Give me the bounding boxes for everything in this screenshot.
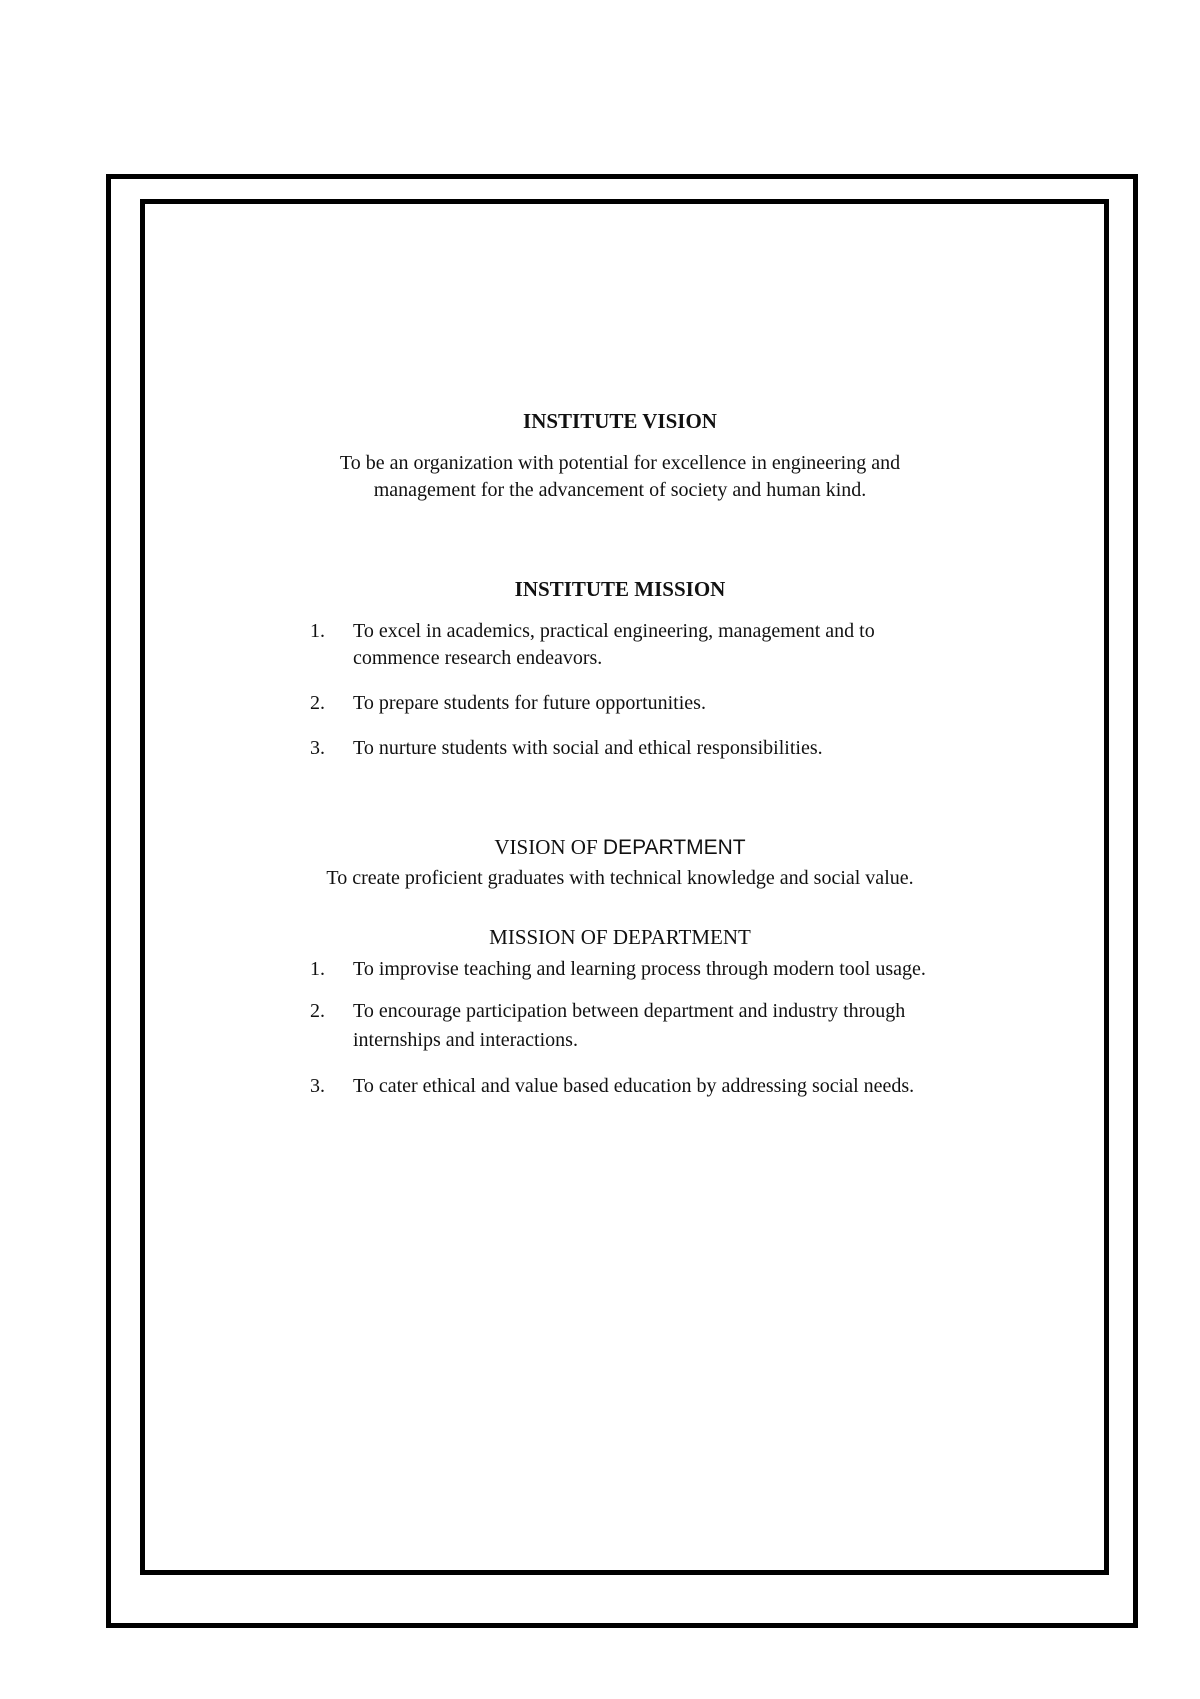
list-item-text: To encourage participation between department and industry through internships and interactions. — [353, 1000, 906, 1051]
list-item — [300, 690, 943, 717]
list-item-number: 1. — [310, 620, 325, 642]
list-item — [300, 954, 943, 985]
list-item-number: 3. — [310, 737, 325, 759]
department-vision-heading-part2: DEPARTMENT — [602, 836, 746, 859]
list-item — [300, 997, 943, 1055]
list-item — [300, 735, 943, 762]
list-item-text: To prepare students for future opportunities. — [353, 692, 706, 714]
list-item-text: To cater ethical and value based education by addressing social needs. — [353, 1075, 915, 1097]
institute-mission-section — [300, 574, 940, 762]
list-item-number: 2. — [310, 692, 325, 714]
list-item-text: To improvise teaching and learning process through modern tool usage. — [353, 958, 926, 980]
list-item-number: 2. — [310, 1000, 325, 1022]
department-vision-section — [300, 832, 940, 892]
institute-mission-list — [300, 618, 940, 762]
institute-vision-text: To be an organization with potential for excellence in engineering and management for the advancement of society and human kind. — [339, 452, 901, 501]
department-mission-heading: MISSION OF DEPARTMENT — [489, 925, 751, 949]
list-item — [300, 1071, 943, 1102]
list-item — [300, 618, 943, 672]
department-mission-section — [300, 922, 940, 1102]
department-vision-text: To create proficient graduates with technical knowledge and social value. — [326, 867, 914, 889]
institute-mission-heading: INSTITUTE MISSION — [514, 577, 726, 601]
institute-vision-heading: INSTITUTE VISION — [523, 409, 717, 433]
department-mission-list — [300, 954, 940, 1102]
institute-vision-section — [300, 406, 940, 504]
list-item-number: 1. — [310, 958, 325, 980]
list-item-text: To nurture students with social and ethical responsibilities. — [353, 737, 823, 759]
list-item-number: 3. — [310, 1075, 325, 1097]
list-item-text: To excel in academics, practical engineering, management and to commence research endeavors. — [353, 620, 875, 669]
department-vision-heading — [300, 832, 940, 863]
department-vision-heading-part1: VISION OF — [494, 835, 603, 859]
document-content — [300, 406, 940, 1102]
